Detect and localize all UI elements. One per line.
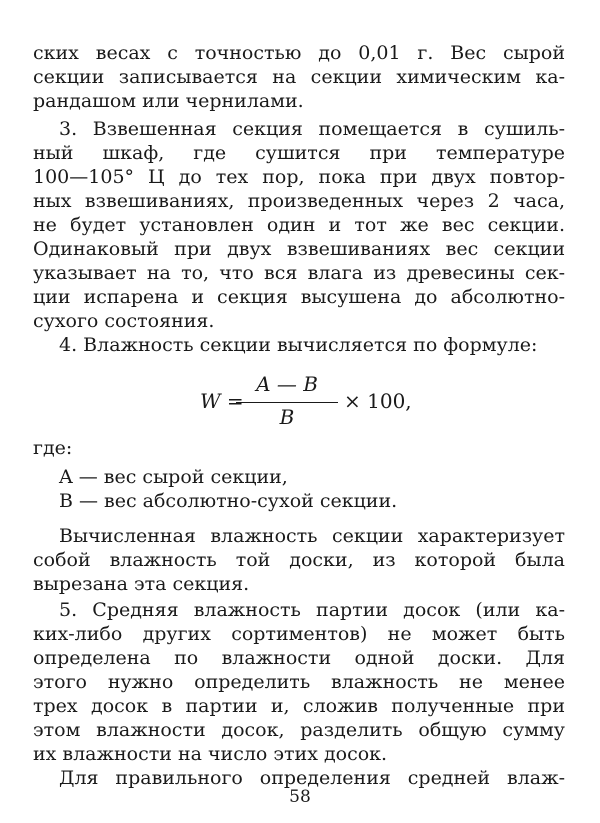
text-line: сухого состояния. (33, 310, 215, 332)
text-line: Одинаковый при двух взвешиваниях вес секции (33, 238, 565, 260)
text-line: 100—105° Ц до тех пор, пока при двух повтор- (33, 166, 565, 188)
text-line: Для правильного определения средней влаж- (59, 767, 565, 789)
text-line: указывает на то, что вся влага из древесины сек- (33, 262, 565, 284)
page-number: 58 (289, 787, 311, 807)
definition-a: A — вес сырой секции, (59, 466, 288, 488)
definition-b: B — вес абсолютно-сухой секции. (59, 490, 398, 512)
text-line: 4. Влажность секции вычисляется по формуле: (59, 334, 538, 356)
where-label: где: (33, 437, 73, 459)
text-line: не будет установлен один и тот же вес секции. (33, 214, 565, 236)
formula-fraction (236, 372, 338, 434)
text-line: собой влажность той доски, из которой была (33, 549, 565, 571)
moisture-formula (200, 372, 420, 434)
fraction-bar (236, 402, 338, 403)
text-line: Вычисленная влажность секции характеризует (59, 525, 565, 547)
text-line: ских весах с точностью до 0,01 г. Вес сырой (33, 42, 565, 64)
text-line: секции записывается на секции химическим ка- (33, 66, 565, 88)
text-line: рандашом или чернилами. (33, 90, 304, 112)
text-line: определена по влажности одной доски. Для (33, 647, 565, 669)
text-line: этого нужно определить влажность не менее (33, 671, 565, 693)
formula-rhs: × 100, (344, 389, 412, 413)
text-line: ких-либо других сортиментов) не может быть (33, 623, 565, 645)
text-line: трех досок в партии и, сложив полученные при (33, 695, 565, 717)
text-line: вырезана эта секция. (33, 573, 250, 595)
text-line: этом влажности досок, разделить общую сумму (33, 719, 565, 741)
formula-lhs: W = (200, 389, 244, 413)
formula-numerator: A — B (256, 372, 318, 396)
text-line: ный шкаф, где сушится при температуре (33, 142, 565, 164)
text-line: ных взвешиваниях, произведенных через 2 часа, (33, 190, 565, 212)
text-line: ции испарена и секция высушена до абсолютно- (33, 286, 565, 308)
formula-denominator: B (279, 405, 295, 429)
text-line: 5. Средняя влажность партии досок (или ка- (59, 599, 565, 621)
text-line: их влажности на число этих досок. (33, 743, 388, 765)
text-line: 3. Взвешенная секция помещается в сушиль- (59, 118, 565, 140)
